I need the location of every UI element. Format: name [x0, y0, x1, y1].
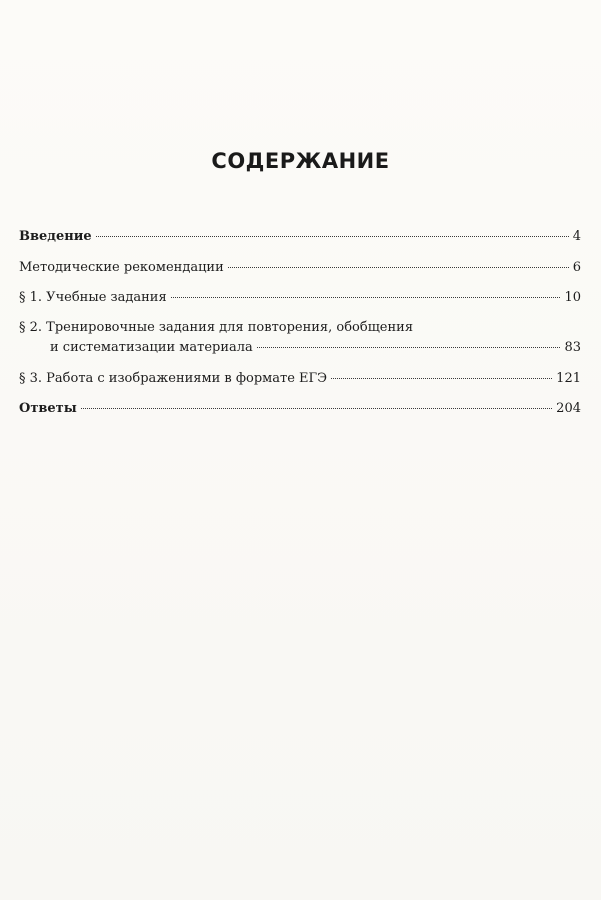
- dot-leader: [228, 267, 569, 268]
- toc-entry-page: 10: [564, 290, 581, 305]
- toc-entry-answers[interactable]: [19, 401, 581, 417]
- toc-entry-title-line-1: § 2. Тренировочные задания для повторения, обобщения: [19, 320, 414, 335]
- toc-entry-title: Введение: [19, 229, 92, 244]
- toc-entry-page: 83: [564, 340, 581, 355]
- toc-entry-title: § 1. Учебные задания: [19, 290, 167, 305]
- toc-entry-page: 6: [572, 260, 581, 275]
- toc-entry-title-line-2: и систематизации материала: [50, 340, 253, 355]
- toc-entry-section-2[interactable]: [19, 320, 581, 356]
- dot-leader: [257, 347, 561, 348]
- dot-leader: [171, 297, 561, 298]
- toc-entry-section-3[interactable]: [19, 371, 581, 387]
- dot-leader: [81, 408, 552, 409]
- dot-leader: [331, 378, 552, 379]
- toc-entry-page: 121: [556, 371, 581, 386]
- toc-entry-page: 4: [572, 229, 581, 244]
- dot-leader: [96, 236, 569, 237]
- toc-entry-introduction[interactable]: [19, 229, 581, 245]
- toc-entry-page: 204: [556, 401, 581, 416]
- toc-entry-title: Ответы: [19, 401, 77, 416]
- toc-entry-methodical-recommendations[interactable]: [19, 260, 581, 276]
- page-title: СОДЕРЖАНИЕ: [211, 149, 390, 173]
- toc-entry-section-1[interactable]: [19, 290, 581, 306]
- toc-entry-title: § 3. Работа с изображениями в формате ЕГЭ: [19, 371, 328, 386]
- toc-entry-title: Методические рекомендации: [19, 260, 224, 275]
